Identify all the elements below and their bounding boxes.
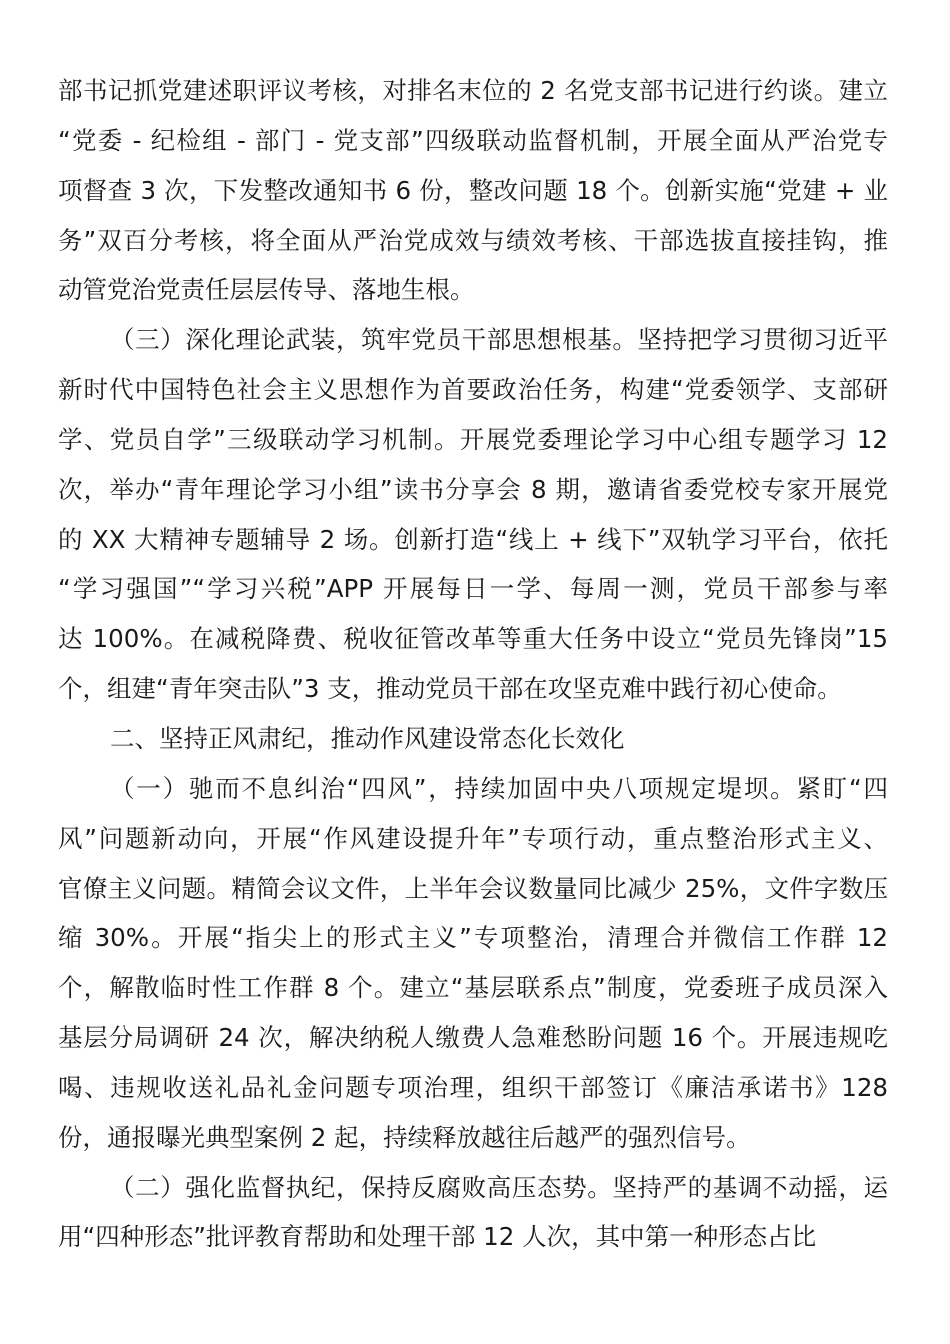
- text-line: 个，组建“青年突击队”3 支，推动党员干部在攻坚克难中践行初心使命。: [58, 674, 842, 704]
- text-line: “学习强国”“学习兴税”APP 开展每日一学、每周一测，党员干部参与率: [58, 574, 888, 604]
- text-line: 份，通报曝光典型案例 2 起，持续释放越往后越严的强烈信号。: [58, 1122, 751, 1152]
- text-line: （二）强化监督执纪，保持反腐败高压态势。坚持严的基调不动摇，运: [110, 1172, 888, 1202]
- text-line: 基层分局调研 24 次，解决纳税人缴费人急难愁盼问题 16 个。开展违规吃: [58, 1023, 888, 1053]
- text-line: 用“四种形态”批评教育帮助和处理干部 12 人次，其中第一种形态占比: [58, 1222, 817, 1252]
- text-line: 二、坚持正风肃纪，推动作风建设常态化长效化: [110, 723, 625, 753]
- text-line: （一）驰而不息纠治“四风”，持续加固中央八项规定堤坝。紧盯“四: [110, 773, 888, 803]
- text-line: 的 XX 大精神专题辅导 2 场。创新打造“线上 + 线下”双轨学习平台，依托: [58, 524, 888, 554]
- document-body-text: [58, 66, 888, 1262]
- text-line: 新时代中国特色社会主义思想作为首要政治任务，构建“党委领学、支部研: [58, 375, 888, 405]
- text-line: 项督查 3 次，下发整改通知书 6 份，整改问题 18 个。创新实施“党建 + 业: [58, 175, 888, 205]
- text-line: （三）深化理论武装，筑牢党员干部思想根基。坚持把学习贯彻习近平: [110, 325, 888, 355]
- text-line: 达 100%。在减税降费、税收征管改革等重大任务中设立“党员先锋岗”15: [58, 624, 888, 654]
- text-line: “党委 - 纪检组 - 部门 - 党支部”四级联动监督机制，开展全面从严治党专: [58, 125, 888, 155]
- text-line: 缩 30%。开展“指尖上的形式主义”专项整治，清理合并微信工作群 12: [58, 923, 888, 953]
- text-line: 官僚主义问题。精简会议文件，上半年会议数量同比减少 25%，文件字数压: [58, 873, 888, 903]
- text-line: 个，解散临时性工作群 8 个。建立“基层联系点”制度，党委班子成员深入: [58, 973, 888, 1003]
- text-line: 次，举办“青年理论学习小组”读书分享会 8 期，邀请省委党校专家开展党: [58, 474, 888, 504]
- text-line: 部书记抓党建述职评议考核，对排名末位的 2 名党支部书记进行约谈。建立: [58, 76, 888, 105]
- text-line: 喝、违规收送礼品礼金问题专项治理，组织干部签订《廉洁承诺书》128: [58, 1072, 888, 1102]
- text-line: 务”双百分考核，将全面从严治党成效与绩效考核、干部选拔直接挂钩，推: [58, 225, 888, 255]
- text-line: 学、党员自学”三级联动学习机制。开展党委理论学习中心组专题学习 12: [58, 424, 888, 454]
- text-line: 动管党治党责任层层传导、落地生根。: [58, 275, 475, 305]
- text-line: 风”问题新动向，开展“作风建设提升年”专项行动，重点整治形式主义、: [58, 823, 888, 853]
